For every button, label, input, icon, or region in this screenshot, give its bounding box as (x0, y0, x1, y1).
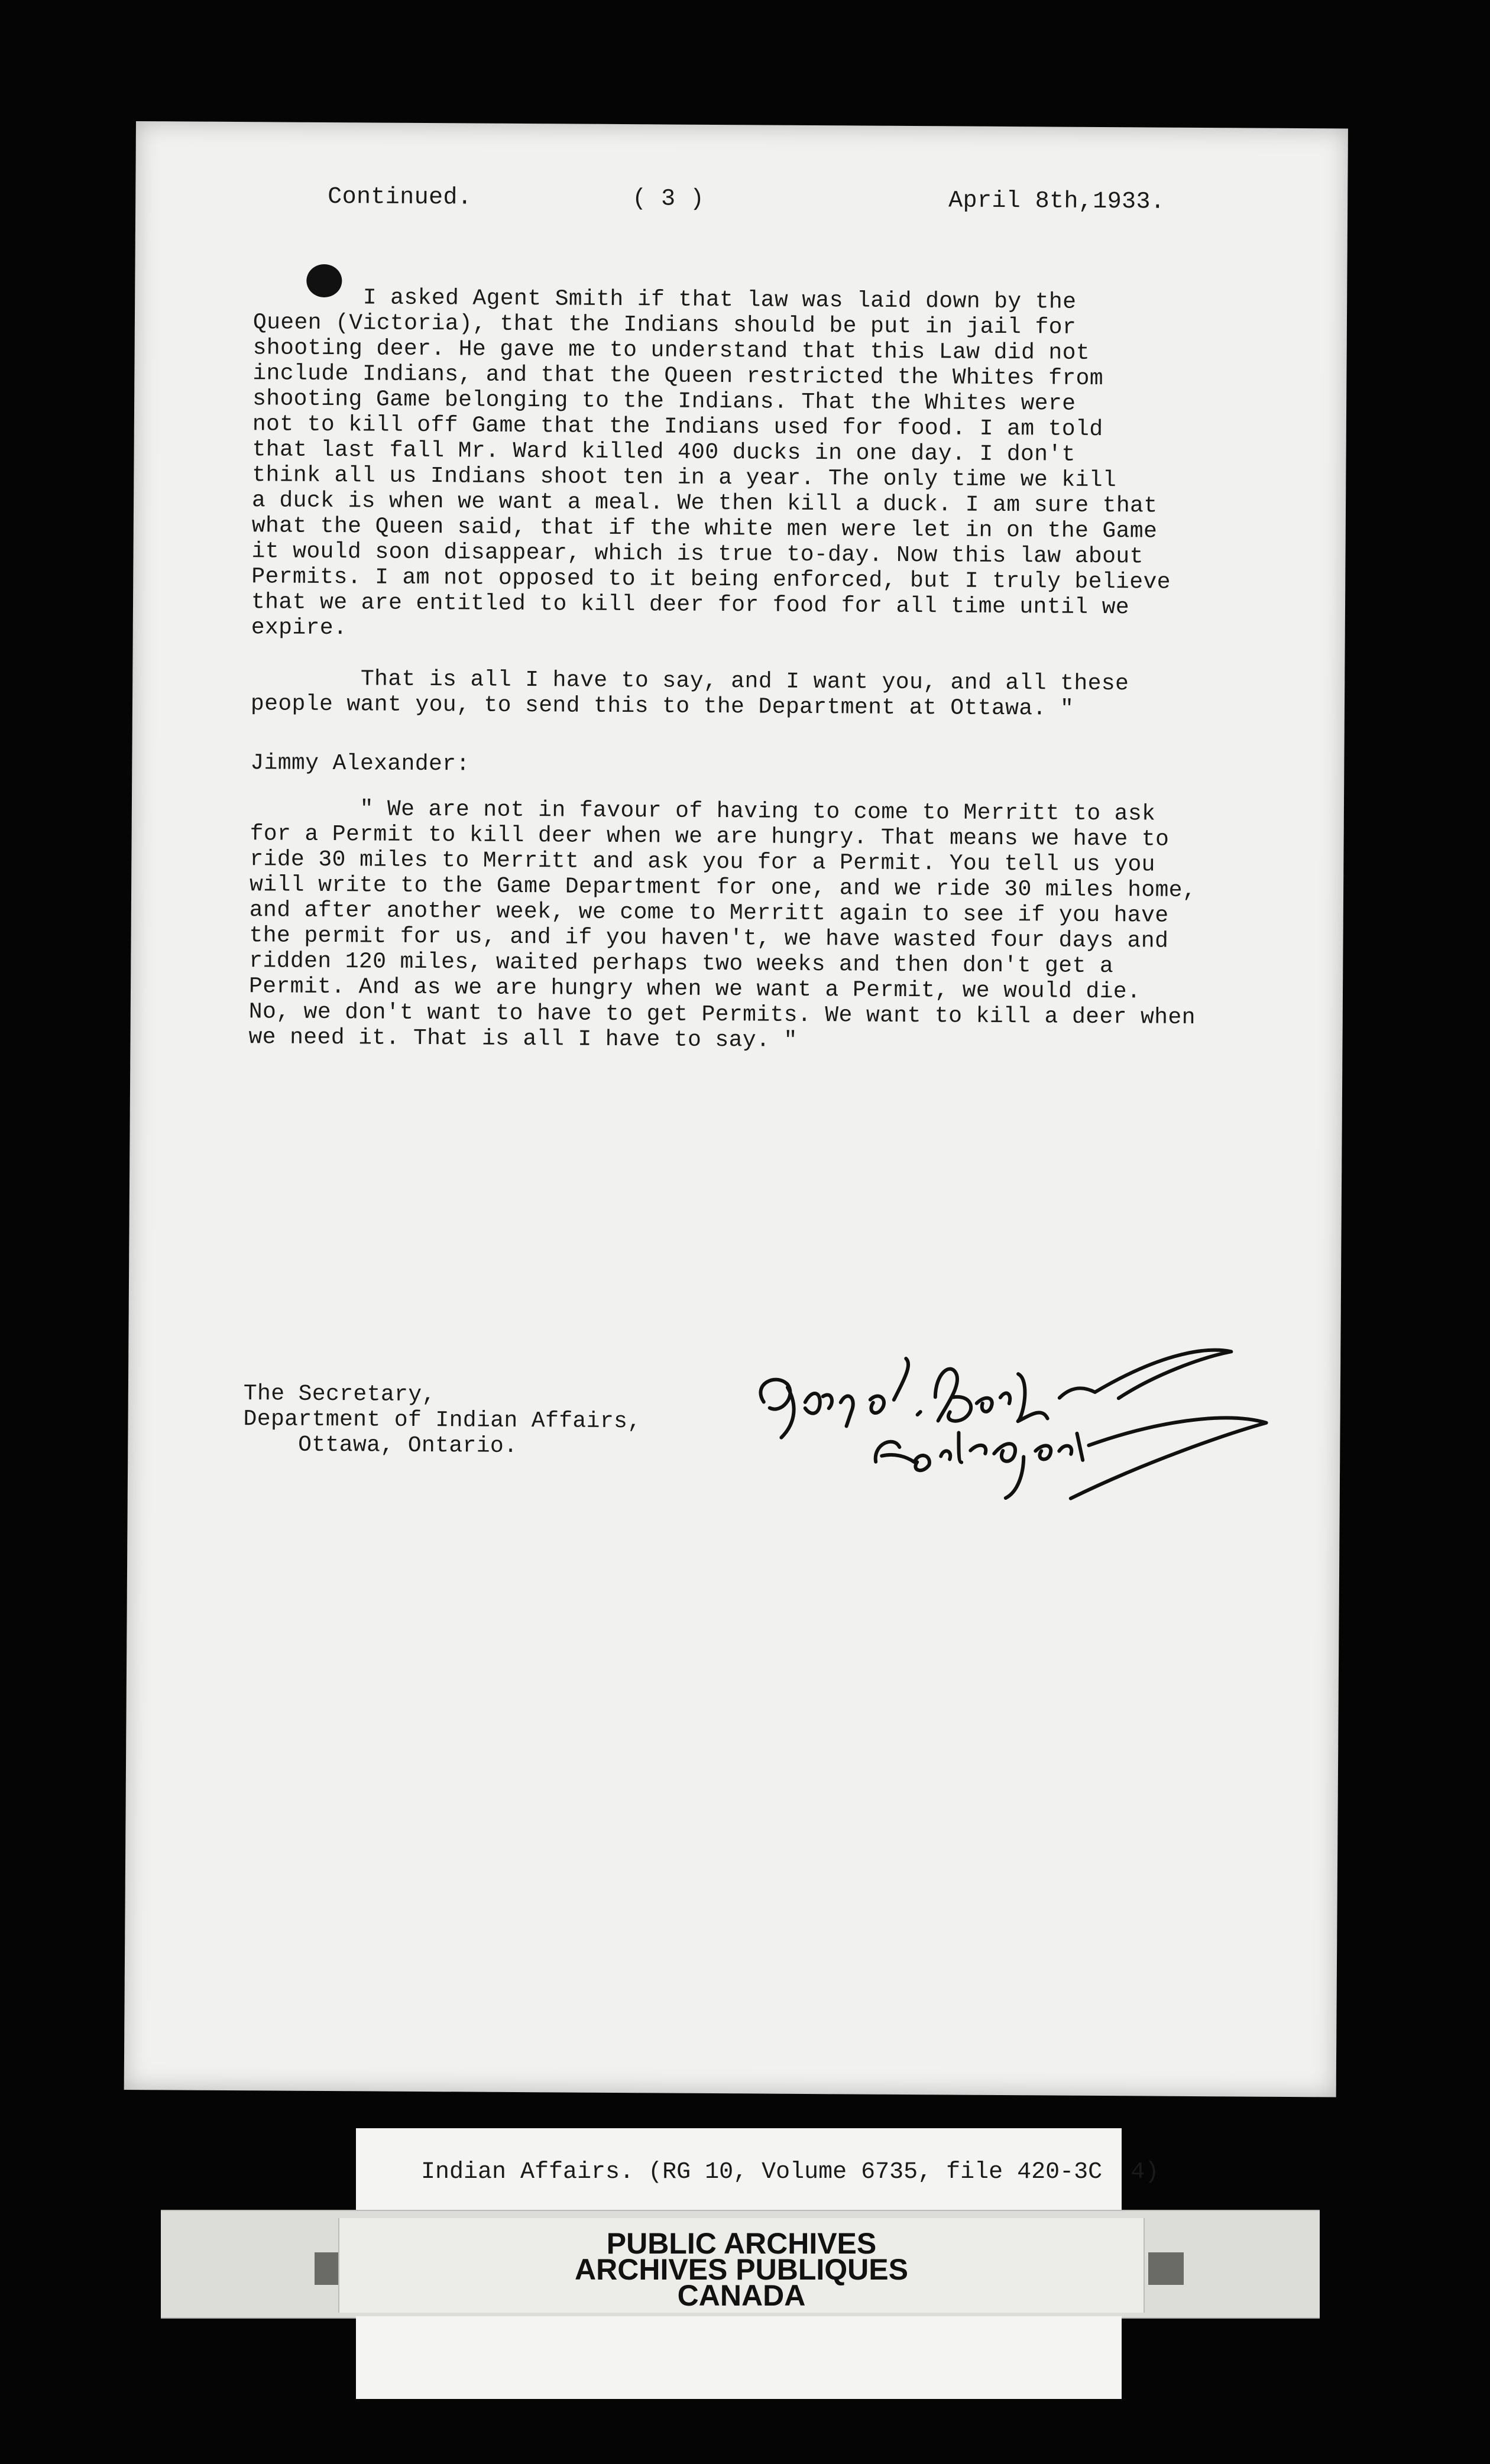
archive-line-french: ARCHIVES PUBLIQUES (575, 2253, 908, 2286)
address-line-2: Department of Indian Affairs, (243, 1406, 642, 1435)
letter-date: April 8th,1933. (948, 187, 1165, 216)
document-page (124, 121, 1348, 2097)
archive-line-english: PUBLIC ARCHIVES (606, 2227, 877, 2260)
page-number: ( 3 ) (632, 186, 705, 213)
paragraph-jimmy-alexander: " We are not in favour of having to come to Merritt to ask for a Permit to kill deer when we are hungry. That means we have to ride 30 miles to Merritt and ask you for a Permit. You tell us you will write to the Game Department for one, and we ride 30 miles home, and after another week, we come to Merritt again to see if you have the permit for us, and if you haven't, we have wasted four days and ridden 120 miles, waited perhaps two weeks and then don't get a Permit. And as we are hungry when we want a Permit, we would die. No, we don't want to have to get Permits. We want to kill a deer when we need it. That is all I have to say. " (248, 796, 1197, 1053)
archive-line-country: CANADA (677, 2279, 806, 2312)
recipient-address (243, 1381, 642, 1460)
label-bottom-strip (356, 2316, 1122, 2399)
reference-label (356, 2128, 1159, 2217)
speaker-name: Jimmy Alexander: (250, 750, 470, 777)
archive-strip (161, 2210, 1320, 2319)
address-line-3: Ottawa, Ontario. (243, 1432, 518, 1459)
strip-tab-right (1148, 2252, 1184, 2285)
handwritten-signature (740, 1331, 1303, 1512)
paragraph-closing: That is all I have to say, and I want you, and all these people want you, to send this to the Department at Ottawa. " (250, 666, 1129, 722)
continued-label: Continued. (328, 183, 472, 212)
address-line-1: The Secretary, (243, 1381, 436, 1408)
archive-reference: Indian Affairs. (RG 10, Volume 6735, file 420-3C 4) (421, 2159, 1159, 2186)
paragraph-agent-smith: I asked Agent Smith if that law was laid down by the Queen (Victoria), that the Indians should be put in jail for shooting deer. He gave me to understand that this Law did not include Indians, and that the Queen restricted the Whites from shooting Game belonging to the Indians. That the Whites were not to kill off Game that the Indians used for food. I am told that last fall Mr. Ward killed 400 ducks in one day. I don't think all us Indians shoot ten in a year. The only time we kill a duck is when we want a meal. We then kill a duck. I am sure that what the Queen said, that if the white men were let in on the Game it would soon disappear, which is true to-day. Now this law about Permits. I am not opposed to it being enforced, but I truly believe that we are entitled to kill deer for food for all time until we expire. (251, 284, 1171, 641)
archive-stamp (338, 2218, 1145, 2313)
